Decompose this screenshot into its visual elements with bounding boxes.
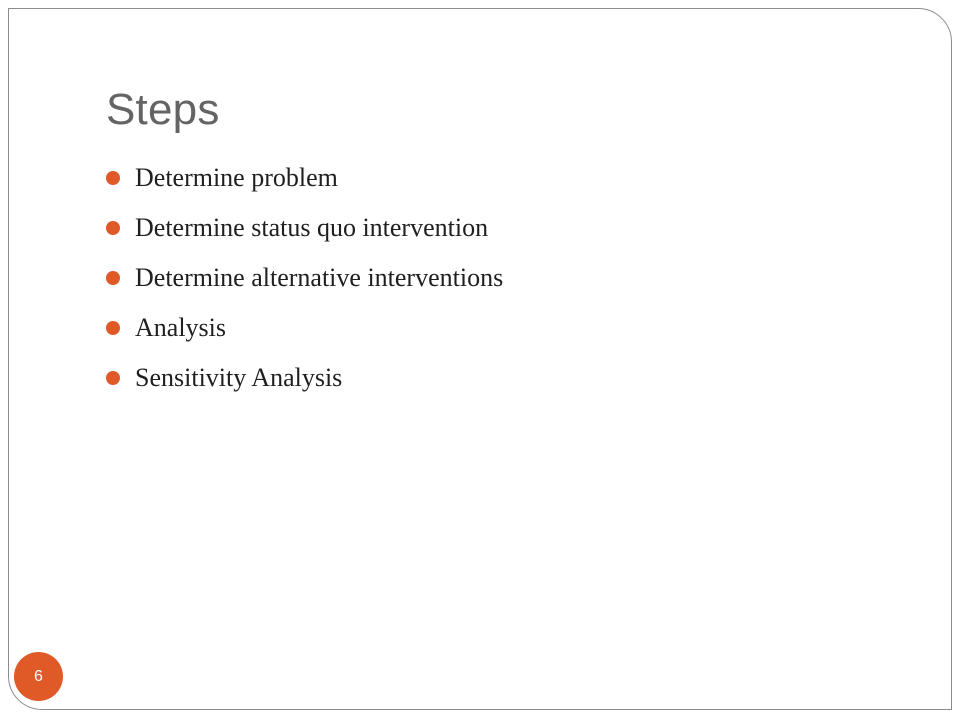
bullet-icon (106, 221, 120, 235)
bullet-icon (106, 321, 120, 335)
bullet-list (106, 158, 503, 408)
bullet-text: Sensitivity Analysis (135, 363, 343, 392)
list-item (106, 208, 503, 258)
bullet-text: Analysis (135, 313, 226, 342)
bullet-icon (106, 171, 120, 185)
bullet-text: Determine alternative interventions (135, 263, 504, 292)
bullet-text: Determine problem (135, 163, 338, 192)
slide-title: Steps (106, 85, 220, 134)
bullet-icon (106, 271, 120, 285)
bullet-icon (106, 371, 120, 385)
list-item (106, 358, 503, 408)
page-number-badge: 6 (14, 652, 63, 701)
list-item (106, 158, 503, 208)
bullet-text: Determine status quo intervention (135, 213, 489, 242)
list-item (106, 308, 503, 358)
list-item (106, 258, 503, 308)
